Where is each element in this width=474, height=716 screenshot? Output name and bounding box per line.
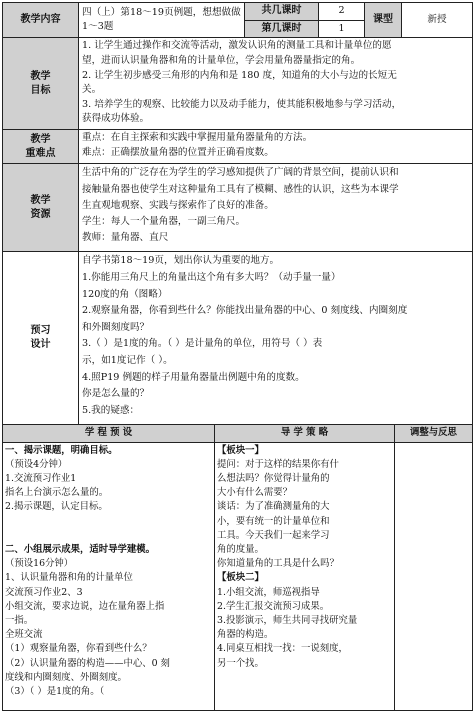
- process-line: （1）观察量角器，你看到些什么？: [5, 643, 152, 655]
- resources-line: 生活中角的广泛存在为学生的学习感知提供了广阔的背景空间，提前认识和: [82, 167, 399, 179]
- goals-content: [79, 38, 473, 130]
- preview-line: 1.你能用三角尺上的角量出这个角有多大吗？（动手量一量）: [82, 272, 341, 283]
- which-hour-label: [245, 21, 319, 38]
- process-line: 指名上台演示怎么量的。: [5, 487, 109, 499]
- type-value: [402, 3, 473, 38]
- process-line: （3）（ ）是1度的角。（: [5, 686, 105, 698]
- strategy-line: 大小有什么需要？: [217, 487, 293, 499]
- preview-line: 示，如1度记作（ ）。: [82, 354, 173, 366]
- type-label-text: 课型: [373, 14, 393, 25]
- goals-line: 2. 让学生初步感受三角形的内角和是 180 度，知道角的大小与边的长短无: [82, 69, 397, 81]
- strategy-line: 1.小组交流，师巡视指导: [217, 586, 320, 598]
- preview-content: [79, 252, 473, 425]
- resources-content: [79, 164, 473, 252]
- strategy-line: 提问：对于这样的结果你有什: [217, 458, 339, 470]
- total-hours-value-text: 2: [338, 5, 345, 17]
- preview-line: 4.照P19 例题的样子用量角器量出例题中角的度数。: [82, 371, 305, 383]
- goals-label: [3, 38, 79, 130]
- type-label: [365, 3, 402, 38]
- strategy-line: 【板块一】: [217, 444, 264, 456]
- resources-label: [3, 164, 79, 252]
- strategy-line: 你知道量角的工具是什么吗？: [217, 558, 339, 570]
- process-line: 2.揭示课题，认定目标。: [5, 501, 108, 513]
- preview-line: 120度的角（图略）: [82, 288, 168, 300]
- content-label-text: 教学内容: [20, 14, 61, 25]
- total-hours-label-text: 共几课时: [261, 5, 302, 17]
- process-line: 度线和内圈刻度、外圈刻度。: [5, 671, 127, 683]
- process-line: 一指。: [5, 615, 34, 627]
- process-line: 1、认识量角器和角的计量单位: [5, 572, 133, 584]
- process-table: [2, 424, 473, 710]
- resources-line: 生直观地观察、实践与探索作了良好的准备。: [82, 199, 274, 211]
- preview-line: 你是怎么量的？: [82, 388, 150, 400]
- col-header-strategy-text: 导 学 策 略: [280, 427, 329, 439]
- resources-label-line1: 教学: [30, 194, 51, 206]
- process-line: 交流预习作业2、3: [5, 586, 83, 598]
- which-hour-value-text: 1: [338, 23, 345, 34]
- strategy-line: 么想法吗？你觉得计量角的: [217, 473, 330, 485]
- resources-line: 学生：每人一个量角器，一副三角尺。: [82, 216, 246, 228]
- preview-line: 和外圈刻度吗？: [82, 321, 150, 333]
- key-points-label-line1: 教学: [30, 133, 51, 145]
- strategy-line: 谈话：为了准确测量角的大: [217, 501, 330, 513]
- strategy-content: [215, 442, 395, 710]
- goals-line: 3. 培养学生的观察、比较能力以及动手能力，使其能积极地参与学习活动，: [82, 98, 402, 110]
- strategy-line: 小，要有统一的计量单位和: [217, 515, 330, 527]
- type-value-text: 新授: [427, 14, 447, 25]
- preview-line: 2.观察量角器，你看到些什么？你能找出量角器的中心、0 刻度线、内圈刻度: [82, 305, 408, 317]
- key-points-content: [79, 130, 473, 164]
- process-line: 全班交流: [5, 629, 43, 641]
- process-line: 二、小组展示成果，适时导学建模。: [5, 544, 156, 556]
- col-header-reflection: [395, 425, 473, 442]
- key-points-label-line2: 重难点: [25, 147, 56, 159]
- process-line: （2）认识量角器的构造——中心、0 刻: [5, 657, 170, 669]
- col-header-reflection-text: 调整与反思: [410, 427, 457, 439]
- lesson-plan-table: [2, 2, 473, 425]
- process-line: 1.交流预习作业1: [5, 473, 77, 485]
- process-line: [5, 529, 212, 543]
- goals-line: 1. 让学生通过操作和交流等活动，激发认识角的测量工具和计量单位的愿: [82, 40, 392, 52]
- key-points-line: 重点：在自主探索和实践中掌握用量角器量角的方法。: [82, 132, 313, 144]
- preview-label-line1: 预习: [30, 325, 51, 336]
- reflection-content: [395, 442, 473, 710]
- goals-line: 获得成功体验。: [82, 113, 150, 125]
- key-points-label: [3, 130, 79, 164]
- content-label: [3, 3, 79, 38]
- resources-line: 接触量角器也使学生对这种量角工具有了模糊、感性的认识，这些为本课学: [82, 183, 399, 195]
- resources-label-line2: 资源: [30, 208, 51, 220]
- goals-label-line1: 教学: [30, 70, 51, 82]
- strategy-line: 角的度量。: [217, 544, 264, 556]
- preview-line: 3.（ ）是1度的角。（ ）是计量角的单位，用符号（ ）表: [82, 338, 323, 350]
- total-hours-label: [245, 3, 319, 21]
- preview-label-line2: 设计: [30, 339, 51, 351]
- key-points-line: 难点：正确摆放量角器的位置并正确看度数。: [82, 146, 274, 158]
- content-value: [79, 3, 245, 38]
- process-line: 一、揭示课题，明确目标。: [5, 444, 118, 456]
- goals-label-line2: 目标: [30, 84, 51, 96]
- strategy-line: 角器的构造。: [217, 629, 274, 641]
- col-header-process: [3, 425, 215, 442]
- strategy-line: 2.学生汇报交流预习成果。: [217, 600, 330, 612]
- preview-line: 5.我的疑惑：: [82, 404, 140, 416]
- strategy-line: 工具。今天我们一起来学习: [217, 529, 330, 541]
- process-line: [5, 515, 212, 529]
- which-hour-value: [319, 21, 365, 38]
- goals-line: 望，进而认识量角器和角的计量单位，学会用量角器量指定的角。: [82, 55, 361, 66]
- content-value-text: 四（上）第18～19页例题，想想做做1～3题: [82, 6, 241, 33]
- strategy-line: 3.投影演示，师生共同寻找研究量: [217, 615, 358, 627]
- col-header-strategy: [215, 425, 395, 442]
- process-line: 小组交流，要求边说，边在量角器上指: [5, 600, 165, 612]
- process-content: [3, 442, 215, 710]
- preview-line: 自学书第18～19页，划出你认为重要的地方。: [82, 255, 280, 267]
- strategy-line: 【板块二】: [217, 572, 264, 584]
- col-header-process-text: 学 程 预 设: [84, 427, 133, 439]
- goals-line: 关。: [82, 84, 102, 96]
- preview-label: [3, 252, 79, 425]
- resources-line: 教师：量角器、直尺: [82, 232, 169, 244]
- process-line: （预设4分钟）: [5, 458, 68, 470]
- which-hour-label-text: 第几课时: [261, 23, 302, 34]
- total-hours-value: [319, 3, 365, 21]
- strategy-line: 另一个找。: [217, 657, 264, 669]
- process-line: （预设16分钟）: [5, 558, 74, 570]
- lesson-plan-page: [2, 2, 472, 715]
- strategy-line: 4.同桌互相找一找：一说刻度，: [217, 643, 348, 655]
